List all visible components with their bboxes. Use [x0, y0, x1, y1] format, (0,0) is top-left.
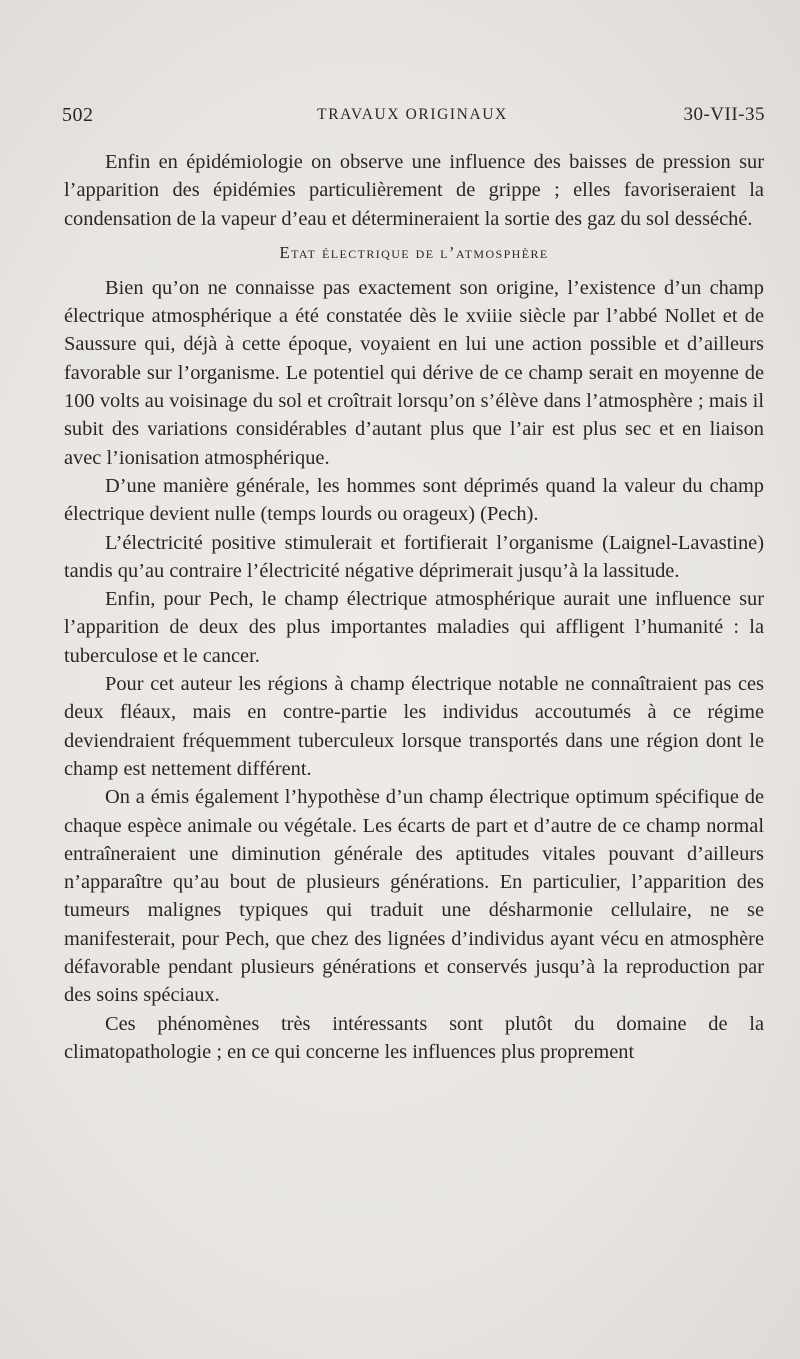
paragraph: Enfin en épidémiologie on observe une influence des baisses de pression sur l’apparition des épidémies particulièrement de grippe ; elles favoriseraient la condensation de la vapeur d’eau et détermineraient la sortie des gaz du sol desséché.	[64, 151, 764, 230]
page-number: 502	[62, 104, 94, 126]
body-text	[64, 148, 764, 1066]
paragraph: Pour cet auteur les régions à champ électrique notable ne connaîtraient pas ces deux fléaux, mais en contre-partie les individus accoutumés à ce régime deviendraient fréquemment tuberculeux lorsque transportés dans une région dont le champ est nettement différent.	[64, 673, 764, 780]
paragraph: On a émis également l’hypothèse d’un champ électrique optimum spécifique de chaque espèce animale ou végétale. Les écarts de part et d’autre de ce champ normal entraîneraient une diminution générale des aptitudes vitales pouvant d’ailleurs n’apparaître qu’au bout de plusieurs générations. En particulier, l’apparition des tumeurs malignes typiques qui traduit une désharmonie cellulaire, ne se manifesterait, pour Pech, que chez des lignées d’individus ayant vécu en atmosphère défavorable pendant plusieurs générations et conservés jusqu’à la reproduction par des soins spéciaux.	[64, 786, 764, 1007]
header-date: 30-VII-35	[683, 104, 765, 125]
page-header	[60, 104, 765, 134]
paragraph: Enfin, pour Pech, le champ électrique atmosphérique aurait une influence sur l’apparition de deux des plus importantes maladies qui affligent l’humanité : la tuberculose et le cancer.	[64, 588, 764, 667]
paragraph: Bien qu’on ne connaisse pas exactement son origine, l’existence d’un champ électrique atmosphérique a été constatée dès le xviiie siècle par l’abbé Nollet et de Saussure qui, déjà à cette époque, voyaient en lui une action possible et d’ailleurs favorable sur l’organisme. Le potentiel qui dérive de ce champ serait en moyenne de 100 volts au voisinage du sol et croîtrait lorsqu’on s’élève dans l’atmosphère ; mais il subit des variations considérables d’autant plus que l’air est plus sec et en liaison avec l’ionisation atmosphérique.	[64, 276, 764, 469]
paragraph: L’électricité positive stimulerait et fortifierait l’organisme (Laignel-Lavastine) tandis qu’au contraire l’électricité négative déprimerait jusqu’à la lassitude.	[64, 531, 764, 582]
paragraph: Ces phénomènes très intéressants sont plutôt du domaine de la climatopathologie ; en ce qui concerne les influences plus proprement	[64, 1012, 764, 1063]
section-heading: Etat électrique de l’atmosphère	[279, 242, 549, 262]
paragraph: D’une manière générale, les hommes sont déprimés quand la valeur du champ électrique devient nulle (temps lourds ou orageux) (Pech).	[64, 474, 764, 526]
running-title: TRAVAUX ORIGINAUX	[317, 106, 508, 123]
